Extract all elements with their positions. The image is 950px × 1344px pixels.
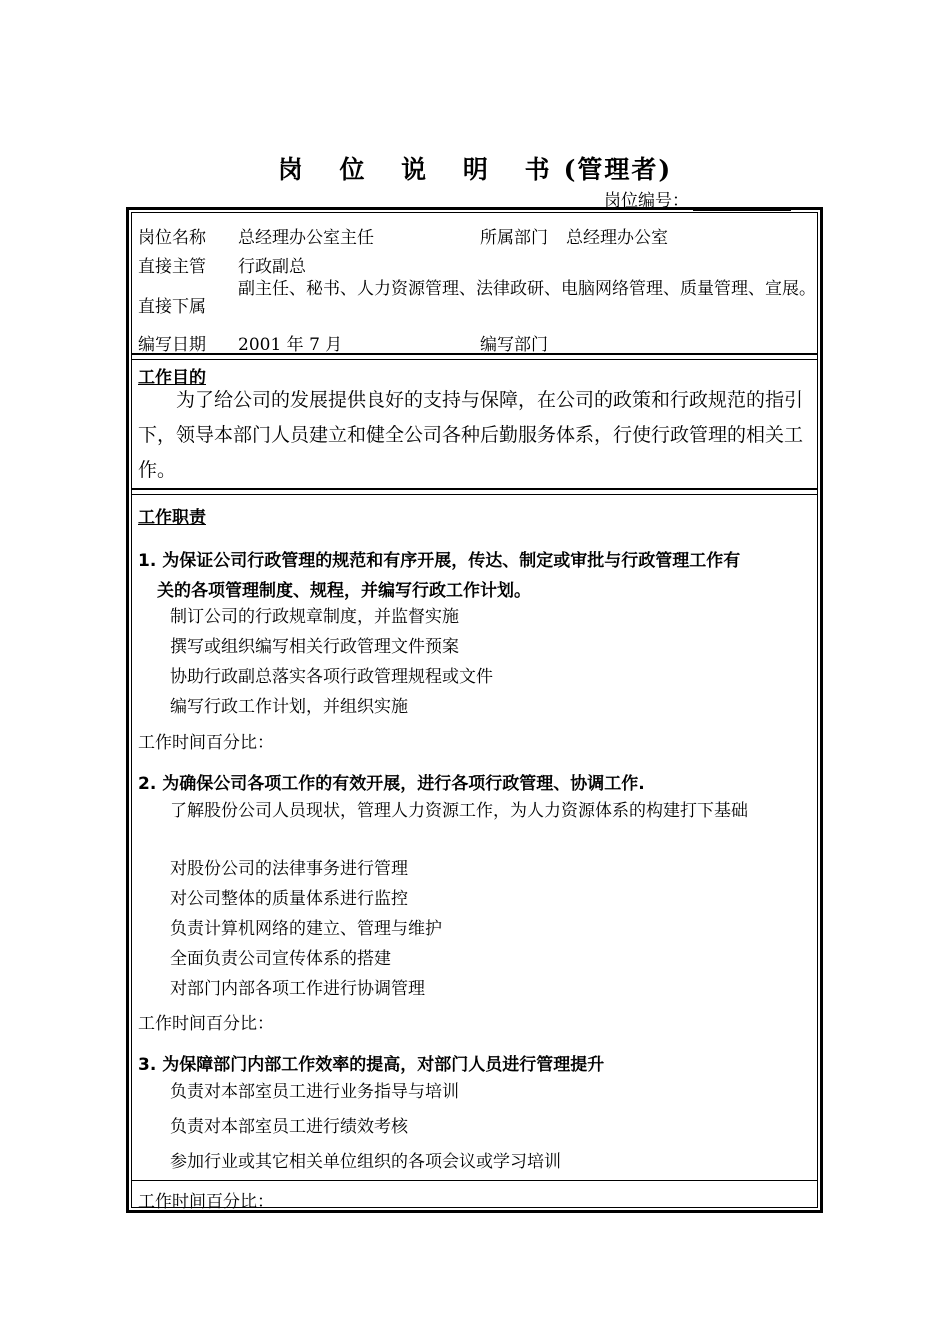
boss-label: 直接主管: [138, 257, 206, 277]
purpose-heading: 工作目的: [138, 368, 206, 388]
post-number-label: 岗位编号：: [604, 191, 689, 211]
date-value: 2001 年 7 月: [238, 335, 343, 355]
list-item: 编写行政工作计划，并组织实施: [170, 697, 408, 717]
purpose-text: 为了给公司的发展提供良好的支持与保障，在公司的政策和行政规范的指引下，领导本部门人员建立和健全公司各种后勤服务体系，行使行政管理的相关工作。: [138, 389, 804, 481]
list-item: 全面负责公司宣传体系的搭建: [170, 949, 391, 969]
sub-value: 副主任、秘书、人力资源管理、法律政研、电脑网络管理、质量管理、宣展。: [238, 279, 816, 299]
name-value: 总经理办公室主任: [238, 228, 374, 248]
time-percent-2: 工作时间百分比：: [138, 1014, 274, 1034]
duty-1-title-line1: 1. 为保证公司行政管理的规范和有序开展，传达、制定或审批与行政管理工作有: [138, 551, 741, 571]
list-item: 对部门内部各项工作进行协调管理: [170, 979, 425, 999]
page-title: [0, 150, 950, 186]
dept-value: 总经理办公室: [566, 228, 668, 248]
section-divider: [132, 488, 817, 495]
title-main: 岗 位 说 明 书: [277, 155, 564, 184]
duty-1-title-line2: 关的各项管理制度、规程，并编写行政工作计划。: [157, 581, 531, 601]
duty-1-title: [138, 546, 820, 606]
section-divider: [132, 353, 817, 360]
time-percent-1: 工作时间百分比：: [138, 733, 274, 753]
write-dept-label: 编写部门: [480, 335, 548, 355]
duties-heading: 工作职责: [138, 508, 206, 528]
duty-2-title: 2. 为确保公司各项工作的有效开展，进行各项行政管理、协调工作.: [138, 774, 645, 794]
list-item: 参加行业或其它相关单位组织的各项会议或学习培训: [170, 1152, 561, 1172]
duty-3-title: 3. 为保障部门内部工作效率的提高，对部门人员进行管理提升: [138, 1055, 605, 1075]
boss-value: 行政副总: [238, 257, 306, 277]
sub-label: 直接下属: [138, 297, 206, 317]
list-item: 对股份公司的法律事务进行管理: [170, 859, 408, 879]
time-percent-3: 工作时间百分比：: [138, 1192, 274, 1212]
date-label: 编写日期: [138, 335, 206, 355]
dept-label: 所属部门: [480, 228, 548, 248]
title-suffix: (管理者): [563, 155, 673, 184]
document-body: [131, 212, 818, 1212]
list-item: 制订公司的行政规章制度，并监督实施: [170, 607, 459, 627]
document-frame: [126, 207, 823, 1213]
list-item: 负责对本部室员工进行业务指导与培训: [170, 1082, 459, 1102]
name-label: 岗位名称: [138, 228, 206, 248]
row-divider: [132, 1180, 817, 1181]
list-item: 撰写或组织编写相关行政管理文件预案: [170, 637, 459, 657]
list-item: 负责对本部室员工进行绩效考核: [170, 1117, 408, 1137]
list-item: 协助行政副总落实各项行政管理规程或文件: [170, 667, 493, 687]
list-item: 对公司整体的质量体系进行监控: [170, 889, 408, 909]
list-item: 了解股份公司人员现状，管理人力资源工作，为人力资源体系的构建打下基础: [170, 801, 748, 821]
list-item: 负责计算机网络的建立、管理与维护: [170, 919, 442, 939]
